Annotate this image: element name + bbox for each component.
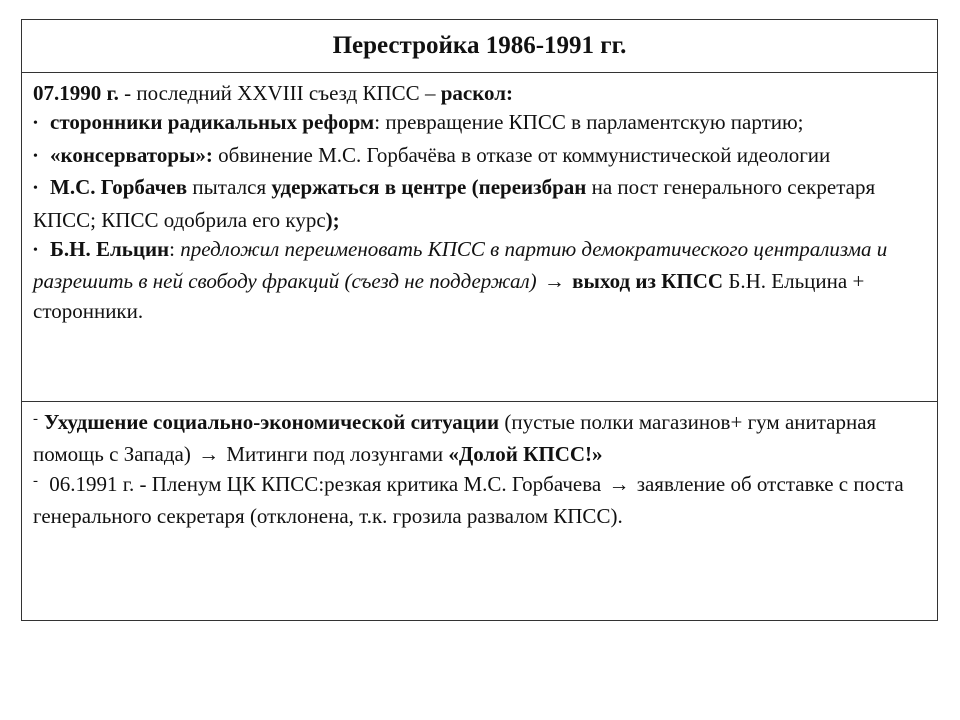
gorbachev-emphasis: удержаться в центре (переизбран <box>271 175 587 200</box>
radicals-label: сторонники радикальных реформ <box>50 110 375 135</box>
arrow-right-icon: → <box>543 269 565 294</box>
yeltsin-label: Б.Н. Ельцин <box>50 237 170 262</box>
yeltsin-text: Б.Н. Ельцина + сторонники. <box>33 269 865 323</box>
intro-emphasis: раскол: <box>440 81 514 105</box>
list-item-economy <box>33 408 926 470</box>
yeltsin-emphasis: выход из КПСС <box>572 269 724 294</box>
intro-text: - последний XXVIII съезд КПСС – <box>118 81 441 105</box>
arrow-right-icon: → <box>198 442 220 467</box>
block-party-split <box>22 73 938 402</box>
yeltsin-colon: : <box>169 237 181 262</box>
bullet-icon: • <box>33 181 38 197</box>
gorbachev-label: М.С. Горбачев <box>50 175 188 200</box>
list-item-plenum <box>33 470 926 532</box>
gorbachev-end: ); <box>325 207 340 232</box>
list-item-radicals <box>33 108 926 140</box>
economy-slogan: «Долой КПСС!» <box>448 442 603 467</box>
economy-text-2: Митинги под лозунгами <box>221 442 449 467</box>
bullet-icon: • <box>33 148 38 164</box>
intro-line <box>33 79 926 108</box>
bullet-icon: • <box>33 116 38 132</box>
block-crisis <box>22 402 938 621</box>
gorbachev-text-2: на пост генерального секретаря КПСС; КПСС одобрила его курс <box>33 175 876 232</box>
plenum-text: 06.1991 г. - Пленум ЦК КПСС:резкая критика М.С. Горбачева <box>44 471 607 496</box>
economy-label: Ухудшение социально-экономической ситуации <box>44 410 500 434</box>
dash-icon: - <box>33 411 38 427</box>
dash-icon: - <box>33 472 38 489</box>
yeltsin-proposal: предложил переименовать КПСС в партию демократического централизма и разрешить в ней свободу фракций (съезд не поддержал) <box>33 237 888 294</box>
radicals-text: : превращение КПСС в парламентскую партию; <box>374 110 804 135</box>
list-item-gorbachev <box>33 173 926 235</box>
content-table <box>21 19 938 621</box>
conservatives-label: «консерваторы»: <box>50 142 213 167</box>
plenum-text-2: заявление об отставке с поста генерального секретаря (отклонена, т.к. грозила развалом КПСС). <box>33 471 904 529</box>
list-item-yeltsin <box>33 235 926 326</box>
arrow-right-icon: → <box>608 471 630 496</box>
table-title: Перестройка 1986-1991 гг. <box>22 20 938 73</box>
bullet-icon: • <box>33 243 38 259</box>
gorbachev-text: пытался <box>187 175 272 200</box>
list-item-conservatives <box>33 141 926 173</box>
intro-date: 07.1990 г. <box>33 81 119 105</box>
economy-text: (пустые полки магазинов+ гум анитарная помощь с Запада) <box>33 410 877 467</box>
conservatives-text: обвинение М.С. Горбачёва в отказе от коммунистической идеологии <box>212 142 831 167</box>
